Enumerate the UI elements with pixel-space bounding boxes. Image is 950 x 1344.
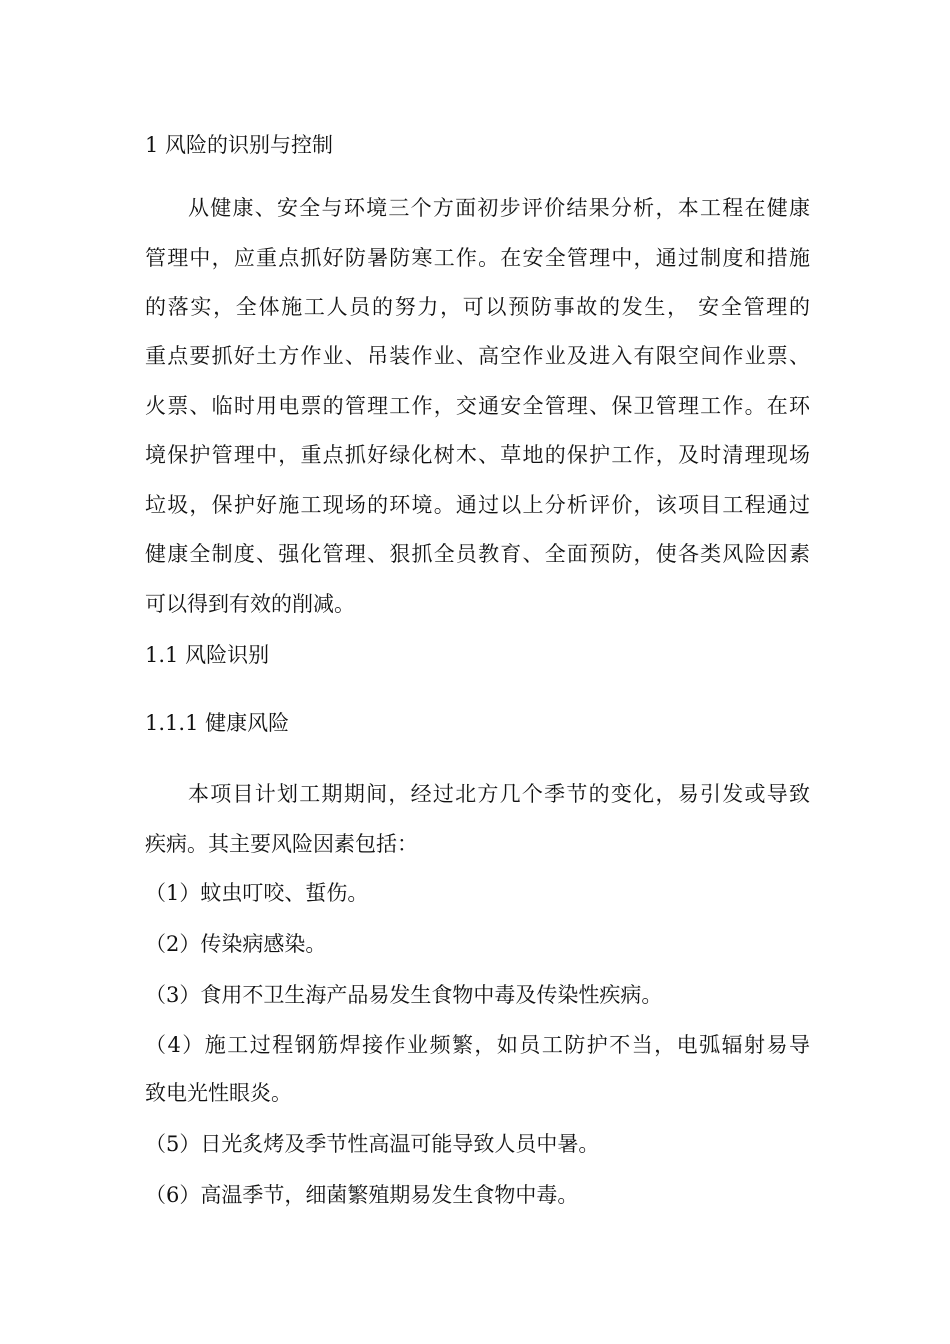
paragraph-line: 可以得到有效的削减。 — [145, 592, 355, 616]
list-item: （3）食用不卫生海产品易发生食物中毒及传染性疾病。 — [145, 983, 663, 1007]
paragraph-line: 垃圾，保护好施工现场的环境。通过以上分析评价，该项目工程通过 — [145, 493, 810, 517]
paragraph-line: 健康全制度、强化管理、狠抓全员教育、全面预防，使各类风险因素 — [145, 542, 810, 566]
subsubsection-heading: 1.1.1 健康风险 — [145, 711, 290, 735]
paragraph-line: 管理中，应重点抓好防暑防寒工作。在安全管理中，通过制度和措施 — [145, 246, 810, 270]
list-item: （1）蚊虫叮咬、蜇伤。 — [145, 881, 369, 905]
subsection-heading: 1.1 风险识别 — [145, 643, 270, 667]
paragraph-line: 的落实，全体施工人员的努力，可以预防事故的发生， 安全管理的 — [145, 295, 810, 319]
list-item: （2）传染病感染。 — [145, 932, 327, 956]
paragraph-line: 重点要抓好土方作业、吊装作业、高空作业及进入有限空间作业票、 — [145, 344, 810, 368]
list-item: 致电光性眼炎。 — [145, 1081, 292, 1105]
paragraph-line: 疾病。其主要风险因素包括： — [145, 832, 418, 856]
paragraph-line: 火票、临时用电票的管理工作，交通安全管理、保卫管理工作。在环 — [145, 394, 810, 418]
paragraph-line: 本项目计划工期期间，经过北方几个季节的变化，易引发或导致 — [188, 782, 810, 806]
paragraph-line: 境保护管理中，重点抓好绿化树木、草地的保护工作，及时清理现场 — [145, 443, 810, 467]
section-heading: 1 风险的识别与控制 — [145, 133, 334, 157]
list-item: （6）高温季节，细菌繁殖期易发生食物中毒。 — [145, 1183, 579, 1207]
paragraph-line: 从健康、安全与环境三个方面初步评价结果分析，本工程在健康 — [188, 196, 810, 220]
list-item: （5）日光炙烤及季节性高温可能导致人员中暑。 — [145, 1132, 600, 1156]
list-item: （4）施工过程钢筋焊接作业频繁，如员工防护不当，电弧辐射易导 — [145, 1033, 810, 1057]
